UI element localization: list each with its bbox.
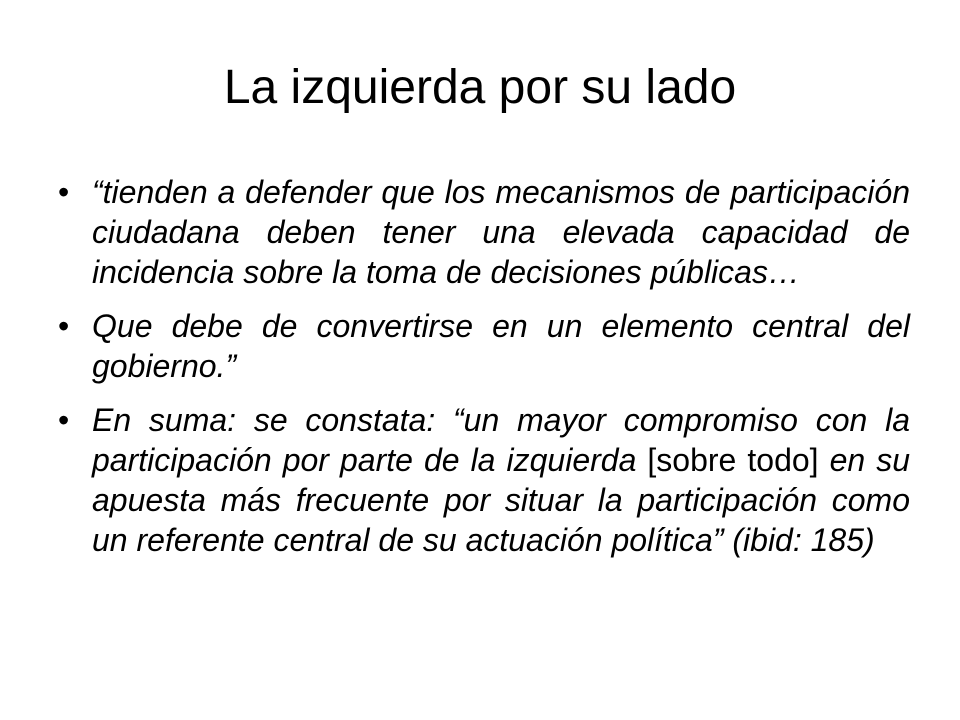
bullet-item-2 bbox=[58, 306, 910, 386]
bullet-list bbox=[58, 172, 910, 574]
bullet-dot-icon: • bbox=[58, 402, 70, 438]
bullet-text-3b: [sobre todo] bbox=[647, 442, 819, 478]
bullet-dot-icon: • bbox=[58, 174, 70, 210]
bullet-text-1: “tienden a defender que los mecanismos de participación ciudadana deben tener una elevada capacidad de incidencia sobre la toma de decisiones públicas… bbox=[92, 174, 910, 290]
bullet-item-3 bbox=[58, 400, 910, 560]
bullet-item-1 bbox=[58, 172, 910, 292]
bullet-text-2: Que debe de convertirse en un elemento central del gobierno.” bbox=[92, 308, 910, 384]
bullet-text-3a: En suma: se constata: “un mayor compromiso con la participación por parte de la izquierda bbox=[92, 402, 910, 478]
bullet-text-3c: en su apuesta más frecuente por situar la participación como un referente central de su actuación política” (ibid: 185) bbox=[92, 442, 911, 558]
slide-title: La izquierda por su lado bbox=[223, 61, 737, 114]
bullet-dot-icon: • bbox=[58, 308, 70, 344]
